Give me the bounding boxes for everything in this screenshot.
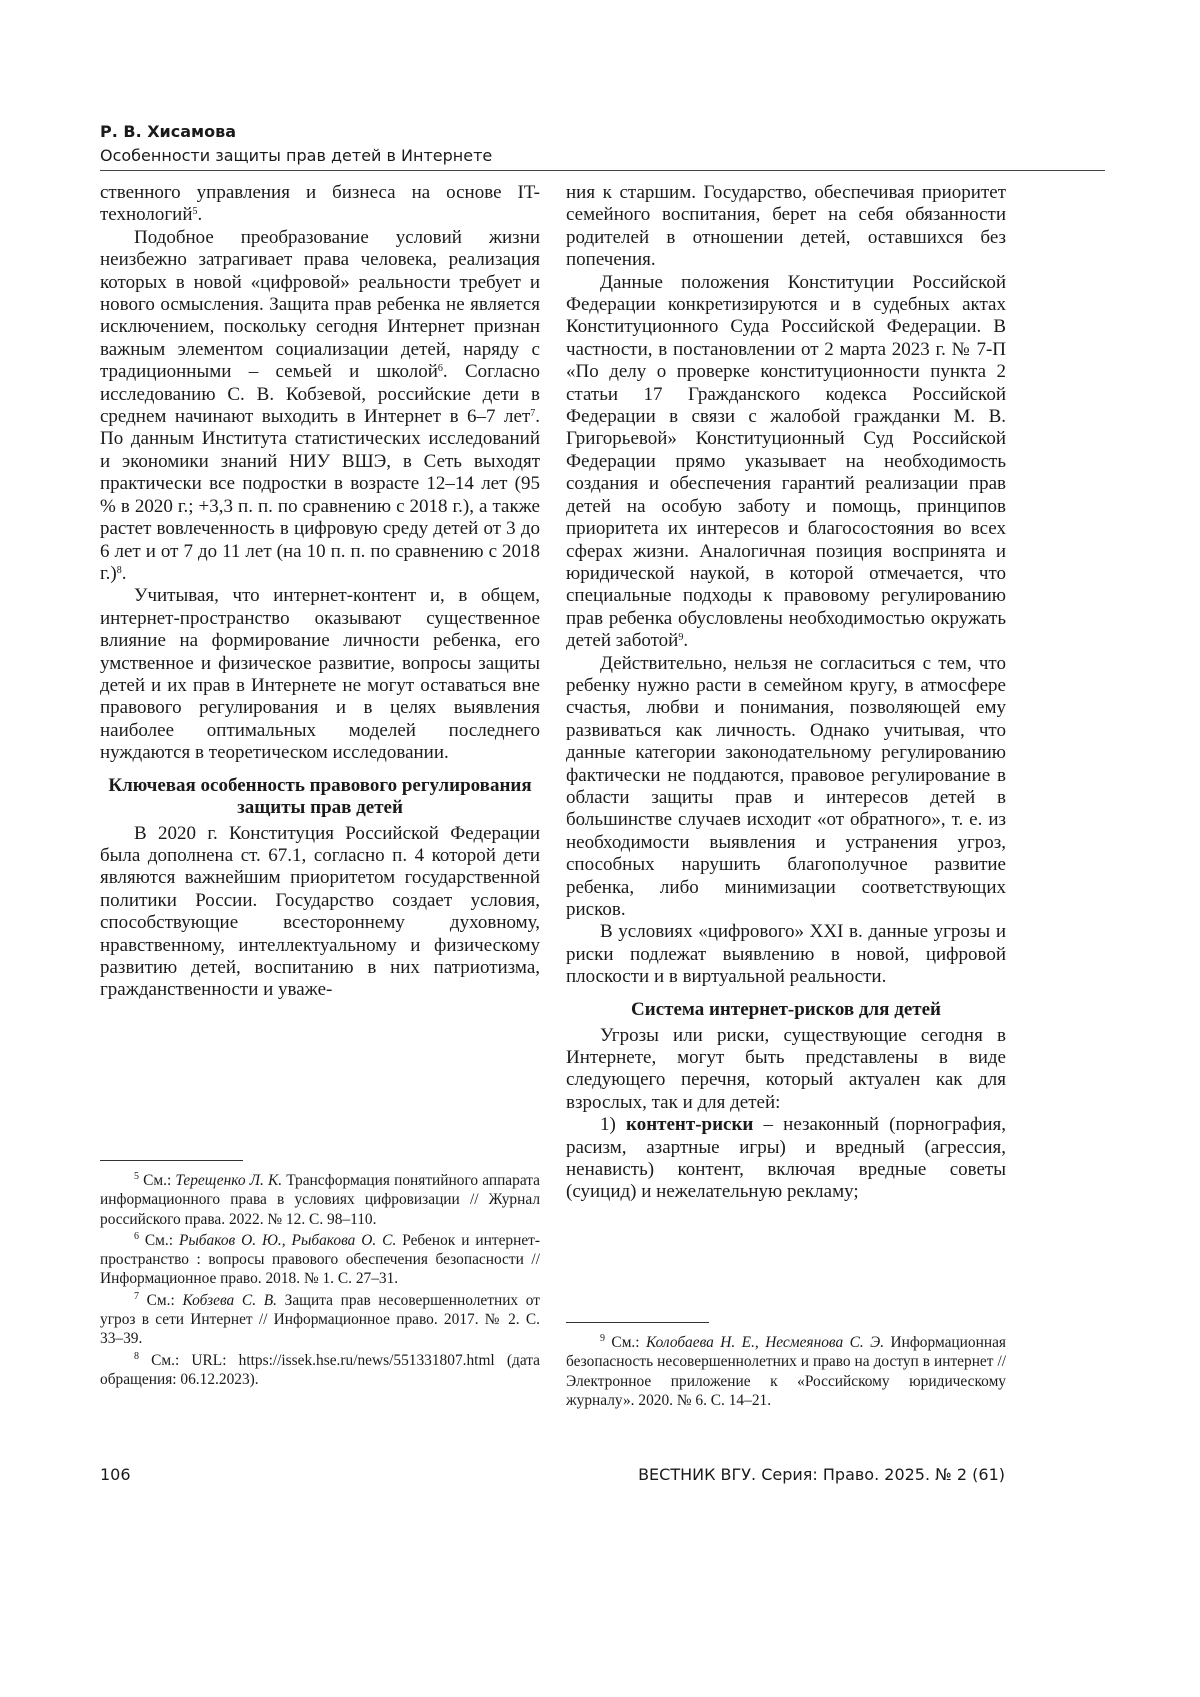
text-run: Подобное преобразование условий жизни неизбежно затрагивает права человека, реализация которых в новой «цифровой» реальности требует и нового осмысления. Защита прав ребенка не является исключением, поскольку сегодня Интернет признан важным элементом социализации детей, наряду с традиционными – семьей и школой [100,227,540,382]
text-run: ственного управления и бизнеса на основе IT-технологий [100,182,540,225]
text-run: ния к старшим. Государство, обеспечивая приоритет семейного воспитания, берет на себя обязанности родителей в отношении детей, оставшихся без попечения. [566,182,1006,270]
text-run: . [683,630,688,651]
text-run: В условиях «цифрового» XXI в. данные угрозы и риски подлежат выявлению в новой, цифровой плоскости и в виртуальной реальности. [566,921,1006,987]
text-run: . Согласно исследованию С. В. Кобзевой, российские дети в среднем начинают выходить в Интернет в 6–7 лет [100,361,540,427]
text-run: В 2020 г. Конституция Российской Федерации была дополнена ст. 67.1, согласно п. 4 которой дети являются важнейшим приоритетом государственной политики России. Государство создает условия, способствующие всестороннему духовному, нравственному, интеллектуальному и физическому развитию детей, воспитанию в них патриотизма, гражданственности и уваже- [100,823,540,1001]
section-heading: Ключевая особенность правового регулирования защиты прав детей [100,775,540,819]
footnote-mark: 6 [134,1231,139,1242]
text-run: См.: [139,1292,182,1309]
footnote-mark: 5 [134,1171,139,1182]
text-run: Учитывая, что интернет-контент и, в общем, интернет-пространство оказывают существенное влияние на формирование личности ребенка, его умственное и физическое развитие, вопросы защиты детей и их прав в Интернете не могут оставаться вне правового регулирования и в целях выявления наиболее оптимальных моделей последнего нуждаются в теоретическом исследовании. [100,585,540,763]
cited-authors: Терещенко Л. К. [175,1172,282,1189]
paragraph [566,1025,1006,1115]
paragraph [566,272,1006,653]
header-article-title: Особенности защиты прав детей в Интернете [100,144,1105,171]
footnote-separator [100,1160,243,1161]
bold-term: контент-риски [626,1114,753,1135]
page-footer [100,1465,1005,1484]
text-run: См.: [139,1232,179,1249]
footnote-mark: 8 [134,1351,139,1362]
footnotes-left [100,1160,540,1391]
footnote-mark: 5 [193,206,198,217]
text-run: Трансформация понятийного аппарата информационного права в условиях цифровизации // Журнал российского права. 2022. № 12. С. 98–110. [100,1172,540,1228]
paragraph [566,182,1006,272]
footnote-mark: 8 [117,565,122,576]
text-run: Данные положения Конституции Российской Федерации конкретизируются и в судебных актах Конституционного Суда Российской Федерации. В частности, в постановлении от 2 марта 2023 г. № 7-П «По делу о проверке конституционности пункта 2 статьи 17 Гражданского кодекса Российской Федерации в связи с жалобой гражданки М. В. Григорьевой» Конституционный Суд Российской Федерации прямо указывает на необходимость создания и обеспечения гарантий реализации прав детей на особую заботу и помощь, принципов приоритета их интересов и благосостояния во всех сферах жизни. Аналогичная позиция воспринята и юридической наукой, в которой отмечается, что специальные подходы к правовому регулированию прав ребенка обусловлены необходимостью окружать детей заботой [566,272,1006,652]
text-run: . [198,204,203,225]
footnote-mark: 7 [134,1291,139,1302]
right-text-column [566,182,1006,1204]
text-run: . По данным Института статистических исследований и экономики знаний НИУ ВШЭ, в Сеть выходят практически все подростки в возрасте 12–14 лет (95 % в 2020 г.; +3,3 п. п. по сравнению с 2018 г.), а также растет вовлеченность в цифровую среду детей от 3 до 6 лет и от 7 до 11 лет (на 10 п. п. по сравнению с 2018 г.) [100,406,540,584]
text-run: Защита прав несовершеннолетних от угроз в сети Интернет // Информационное право. 2017. № 2. С. 33–39. [100,1292,540,1348]
footnote [100,1351,540,1390]
text-run: Угрозы или риски, существующие сегодня в Интернете, могут быть представлены в виде следующего перечня, который актуален как для взрослых, так и для детей: [566,1025,1006,1113]
cited-authors: Кобзева С. В. [182,1292,276,1309]
footnote-separator [566,1322,709,1323]
footnote-mark: 9 [678,632,683,643]
text-run: Действительно, нельзя не согласиться с тем, что ребенку нужно расти в семейном кругу, в атмосфере счастья, любви и понимания, позволяющей ему развиваться как личность. Однако учитывая, что данные категории законодательному регулированию фактически не поддаются, правовое регулирование в области защиты прав и интересов детей в большинстве случаев исходит «от обратного», т. е. из необходимости выявления и устранения угроз, способных нарушить благополучное развитие ребенка, либо минимизации соответствующих рисков. [566,653,1006,920]
footnote-mark: 7 [530,408,535,419]
page-number: 106 [100,1465,131,1484]
cited-authors: Рыбаков О. Ю., Рыбакова О. С. [179,1232,396,1249]
paragraph [566,653,1006,922]
section-heading: Система интернет-рисков для детей [566,999,1006,1021]
paragraph [100,585,540,764]
text-run: . [122,563,127,584]
paragraph [566,921,1006,988]
paragraph [100,182,540,227]
text-run: См.: [605,1334,646,1351]
cited-authors: Колобаева Н. Е., Несмеянова С. Э. [646,1334,884,1351]
running-header [100,120,1105,171]
paragraph [566,1114,1006,1204]
paragraph [100,823,540,1002]
text-run: – незаконный (порнография, расизм, азартные игры) и вредный (агрессия, ненависть) контент, включая вредные советы (суицид) и нежелательную рекламу; [566,1114,1006,1202]
footnote [566,1333,1006,1410]
footnote [100,1231,540,1289]
footnote [100,1291,540,1349]
left-text-column [100,182,540,1002]
footnotes-right [566,1322,1006,1412]
text-run: См.: [139,1172,175,1189]
text-run: 1) [600,1114,626,1135]
footnote-mark: 9 [600,1333,605,1344]
text-run: См.: URL: https://issek.hse.ru/news/551331807.html (дата обращения: 06.12.2023). [100,1352,540,1388]
footnote [100,1171,540,1229]
paragraph [100,227,540,586]
text-run: Ребенок и интернет-пространство : вопросы правового обеспечения безопасности // Информационное право. 2018. № 1. С. 27–31. [100,1232,540,1288]
footnote-mark: 6 [438,363,443,374]
text-run: Информационная безопасность несовершеннолетних и право на доступ в интернет // Электронное приложение к «Российскому юридическому журналу». 2020. № 6. С. 14–21. [566,1334,1006,1409]
header-author: Р. В. Хисамова [100,120,1105,144]
journal-name: ВЕСТНИК ВГУ. Серия: Право. 2025. № 2 (61) [638,1465,1005,1484]
